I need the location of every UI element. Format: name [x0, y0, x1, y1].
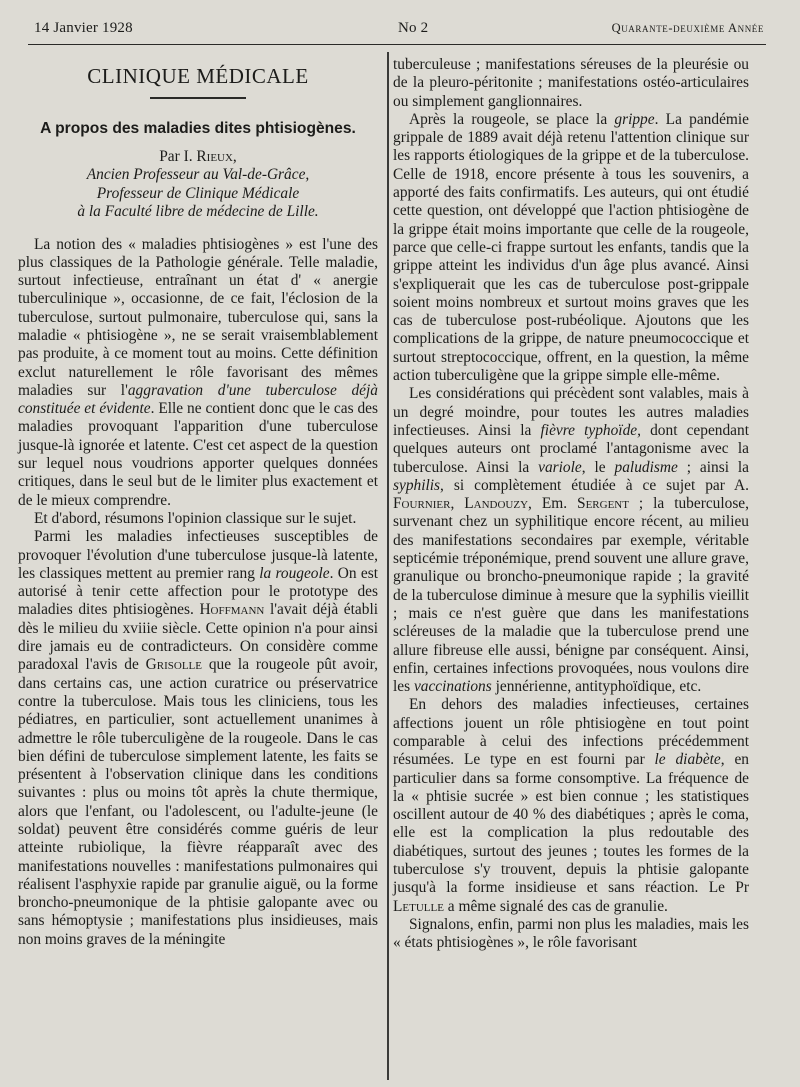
text-run: Et d'abord, résumons l'opinion classique sur le sujet.: [34, 509, 357, 527]
text-run: En dehors des maladies infectieuses, certaines affections jouent un rôle phtisiogène en tout point comparable à celui des infections précédemment résumées. Le type en est fourni par: [393, 696, 749, 769]
title-rule: [150, 97, 246, 99]
author-byline: [18, 148, 378, 167]
author-affiliation-2: Professeur de Clinique Médicale: [96, 184, 300, 202]
author-name-smallcaps: Sergent: [577, 495, 629, 513]
header-year: Quarante-deuxième Année: [611, 21, 764, 35]
text-run: tuberculeuse ; manifestations séreuses de la pleurésie ou de la pleuro-péritonite ; manifestations ostéo-articulaires ou simplement ganglionnaires.: [393, 56, 749, 110]
text-run: que la rougeole pût avoir, dans certains cas, une action curatrice ou préservatrice contre la tuberculose. Mais tous les cliniciens, tous les pédiatres, en particulier, sont actuellement unanimes à admettre le rôle tuberculigène de la rougeole. Dans le cas bien défini de tuberculose simplement latente, les faits se présentent à l'observation clinique dans les conditions suivantes : plus ou moins tôt après la chute thermique, alors que l'enfant, ou l'adolescent, ou l'adulte-jeune (le soldat) peuvent être considérés comme guéris de leur atteinte rubiolique, la fièvre réapparaît avec des manifestations nouvelles : manifestations pulmonaires qui réalisent l'asphyxie rapide par granulie aiguë, ou la forme broncho-pneumonique de la phtisie galopante avec ou sans hémoptysie ; manifestations plus insidieuses, mais non moins graves de la méningite: [18, 656, 378, 948]
body-paragraph: [393, 56, 749, 111]
author-affiliation-1: Ancien Professeur au Val-de-Grâce,: [86, 166, 310, 183]
author-prefix: Par I.: [159, 147, 197, 165]
column-divider: [387, 52, 389, 1080]
text-run: , en particulier dans sa forme consomptive. La fréquence de la « phtisie sucrée » est bien connue ; les statistiques oscillent autour de 40 % des diabétiques ; après le coma, elle est la complication la plus redoutable des diabétiques, surtout des jeunes ; toutes les formes de la tuberculose s'y trouvent, depuis la phtisie galopante jusqu'à la forme insidieuse et sans réaction. Le Pr: [393, 751, 749, 897]
text-run: Signalons, enfin, parmi non plus les maladies, mais les « états phtisiogènes », le rôle favorisant: [393, 915, 749, 952]
italic-text: syphilis: [393, 476, 441, 494]
italic-text: paludisme: [614, 458, 678, 476]
author-name-smallcaps: Hoffmann: [199, 601, 265, 619]
text-run: Après la rougeole, se place la: [409, 110, 615, 128]
body-paragraph: [393, 111, 749, 385]
text-run: ; la tuberculose, survenant chez un syphilitique encore récent, au milieu des manifestations secondaires par exemple, véritable septicémie tréponémique, prend souvent une allure grave, granulique ou broncho-pneumonique rapide ; la gravité de la tuberculose diminue à mesure que la syphilis vieillit ; mais ce n'est guère que dans les manifestations scléreuses de la maladie que la tuberculose prend une allure fibreuse elle aussi, bénigne par conséquent. Ainsi, enfin, certaines infections provoquées, nous voulons dire les: [393, 495, 749, 696]
text-run: a même signalé des cas de granulie.: [443, 897, 668, 915]
italic-text: fièvre typhoïde,: [540, 421, 641, 439]
author-name: Rieux,: [196, 147, 237, 165]
italic-text: variole: [538, 458, 582, 476]
text-run: , si complètement étudiée à ce sujet par A.: [440, 476, 749, 494]
body-paragraph: [393, 696, 749, 916]
left-column: [18, 56, 378, 949]
text-run: dont cependant quelques auteurs ont proclamé l'antagonisme avec la tuberculose. Ainsi la: [393, 421, 749, 476]
body-paragraph: [393, 916, 749, 953]
text-run: jennérienne, antityphoïdique, etc.: [491, 678, 702, 696]
header-date: 14 Janvier 1928: [34, 20, 133, 36]
text-run: , Em.: [528, 495, 578, 513]
text-run: ; ainsi la: [677, 458, 749, 476]
text-run: Parmi les maladies infectieuses susceptibles de provoquer l'évolution d'une tuberculose jusque-là latente, les classiques mettent au premier rang: [18, 528, 378, 582]
text-run: . On est autorisé à tenir cette affection pour le prototype des maladies dites phtisiogènes.: [18, 564, 378, 619]
italic-text: la rougeole: [259, 564, 330, 582]
body-paragraph: [393, 385, 749, 696]
right-body-text: [393, 56, 749, 953]
author-name-smallcaps: Fournier: [393, 495, 451, 513]
author-name-smallcaps: Grisolle: [145, 656, 202, 674]
header-issue-number: No 2: [398, 20, 429, 36]
text-run: Les considérations qui précèdent sont valables, mais à un degré moindre, pour toutes les autres maladies infectieuses. Ainsi la: [393, 385, 749, 439]
section-title: CLINIQUE MÉDICALE: [87, 64, 309, 88]
italic-text: vaccinations: [413, 678, 492, 696]
text-run: ,: [450, 495, 465, 513]
article-title: A propos des maladies dites phtisiogènes.: [40, 119, 356, 137]
author-name-smallcaps: Letulle: [393, 897, 444, 915]
left-body-text: [18, 236, 378, 950]
text-run: . La pandémie grippale de 1889 avait déjà retenu l'attention clinique sur les rapports étiologiques de la grippe et de la tuberculose. Celle de 1918, encore présente à tous les souvenirs, a apporté des faits confirmatifs. Les auteurs, qui ont étudié cette question, ont développé que l'action phtisiogène de la grippe était moins importante que celle de la rougeole, parce que celle-ci frappe surtout les enfants, tandis que la grippe atteint les individus d'un âge plus avancé. Ainsi s'expliquerait que les cas de tuberculose post-grippale soient moins nombreux et surtout moins graves que les cas de tuberculose post-rubéolique. Ajoutons que les complications de la grippe, de nature pneumococcique et surtout streptococcique, offrent, en la question, la même action tuberculigène que la grippe simple elle-même.: [393, 110, 749, 385]
author-name-smallcaps: Landouzy: [464, 495, 529, 513]
right-column: [393, 56, 749, 953]
text-run: . Elle ne contient donc que le cas des maladies provoquant l'apparition d'une tuberculose jusque-là ignorée et latente. C'est cet aspect de la question sur lequel nous voudrions apporter quelques données critiques, dans le seul but de le limiter plus exactement et de le mieux comprendre.: [18, 400, 378, 509]
text-run: La notion des « maladies phtisiogènes » est l'une des plus classiques de la Pathologie générale. Telle maladie, surtout infectieuse, entraînant un état d' « anergie tuberculinique », occasionne, de ce fait, l'éclosion de la tuberculose, surtout pulmonaire, tuberculose qui, sans la maladie « phtisiogène », ne se serait vraisemblablement pas produite, à ce moment tout au moins. Cette définition exclut naturellement le rôle favorisant des mêmes maladies sur l': [18, 235, 378, 399]
running-header: [28, 18, 766, 45]
text-run: , le: [581, 458, 615, 476]
body-paragraph: [18, 236, 378, 510]
body-paragraph: [18, 528, 378, 949]
author-affiliation-3: à la Faculté libre de médecine de Lille.: [77, 203, 319, 220]
text-run: l'avait déjà établi dès le milieu du xviiie siècle. Cette opinion n'a pour ainsi dire jamais eu de contradicteurs. On considère comme paradoxal l'avis de: [18, 601, 378, 674]
body-paragraph: [18, 510, 378, 528]
italic-text: aggravation d'une tuberculose déjà constituée et évidente: [18, 381, 378, 418]
italic-text: le diabète: [654, 751, 721, 769]
italic-text: grippe: [614, 110, 655, 128]
